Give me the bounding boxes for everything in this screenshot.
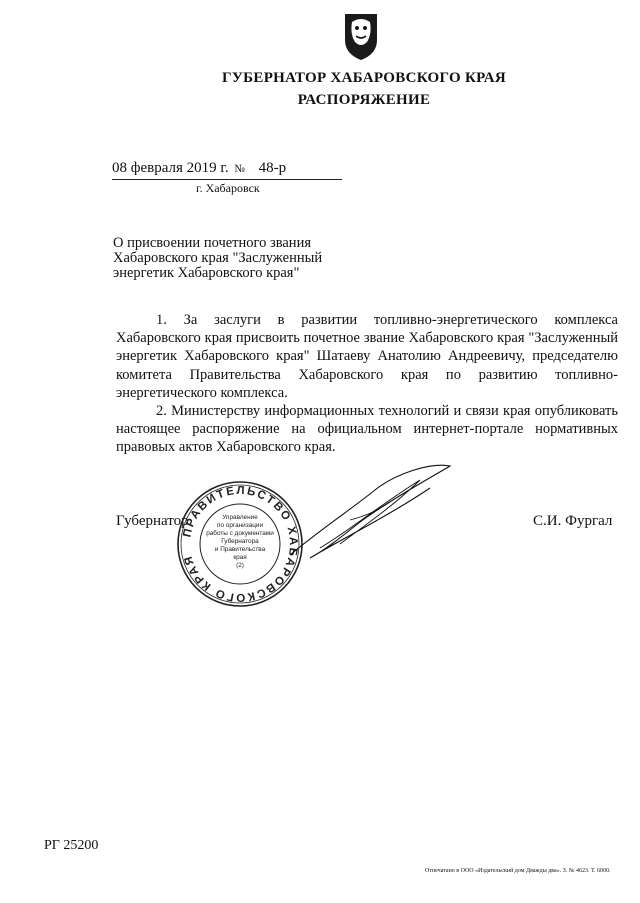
seal-line-1: Управление <box>222 514 258 521</box>
body-paragraph-2: 2. Министерству информационных технологий и связи края опубликовать настоящее распоряжение на официальном интернет-портале нормативных правовых актов Хабаровского края. <box>116 403 618 456</box>
document-number: 48-р <box>258 160 287 176</box>
date-underline <box>112 179 342 180</box>
signatory-role: Губернатор <box>116 513 189 529</box>
document-body <box>116 311 618 457</box>
document-date: 08 февраля 2019 г. <box>112 160 229 176</box>
seal-line-2: по организации <box>216 522 264 529</box>
coat-of-arms-icon <box>341 10 381 62</box>
seal-line-6: края <box>233 554 247 561</box>
handwritten-signature <box>280 460 460 570</box>
document-city: г. Хабаровск <box>196 181 260 195</box>
document-type-title: РАСПОРЯЖЕНИЕ <box>297 92 431 108</box>
signatory-name: С.И. Фургал <box>533 513 613 529</box>
body-paragraph-1: 1. За заслуги в развитии топливно-энергетического комплекса Хабаровского края присвоить почетное звание Хабаровского края "Заслуженный энергетик Хабаровского края" Шатаеву Анатолию Андреевичу, председателю комитета Правительства Хабаровского края по развитию топливно-энергетического комплекса. <box>116 312 618 401</box>
seal-line-7: (2) <box>236 562 244 569</box>
date-number-line <box>112 160 286 177</box>
seal-ring-text: ПРАВИТЕЛЬСТВО ХАБАРОВСКОГО КРАЯ <box>181 484 300 604</box>
seal-line-4: Губернатора <box>221 538 259 545</box>
seal-line-3: работы с документами <box>206 530 274 537</box>
number-sign: № <box>234 163 245 175</box>
document-header-title: ГУБЕРНАТОР ХАБАРОВСКОГО КРАЯ <box>222 70 506 86</box>
document-subject: О присвоении почетного звания Хабаровского края "Заслуженный энергетик Хабаровского края" <box>113 235 323 281</box>
printer-note: Отпечатано в ООО «Издательский дом Дважды два». З. № 4623. Т. 6000. <box>425 868 611 874</box>
seal-line-5: и Правительства <box>214 546 266 553</box>
registration-number: РГ 25200 <box>44 838 99 853</box>
